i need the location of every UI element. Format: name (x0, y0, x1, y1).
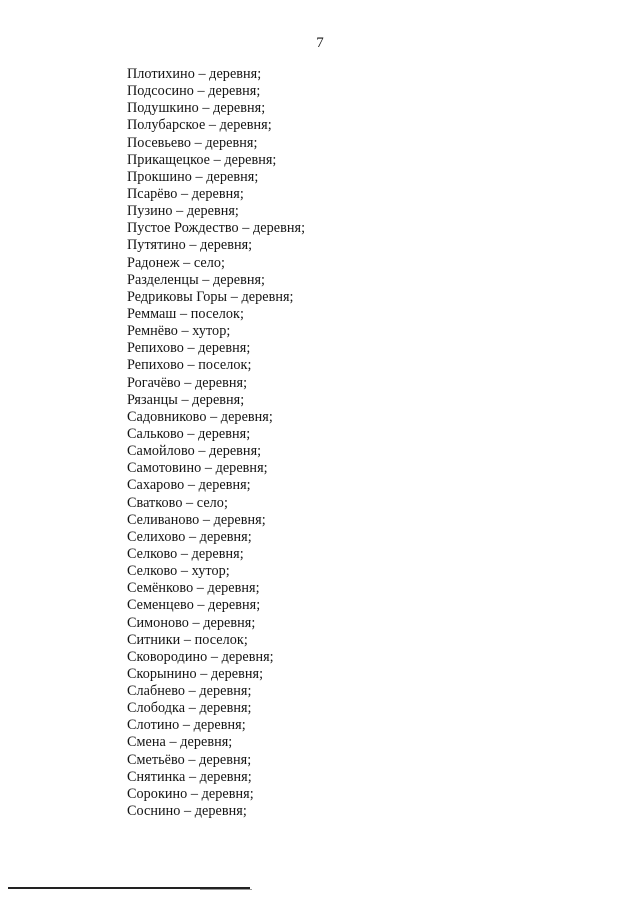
footer-rule-tail (200, 889, 252, 890)
list-item: Рязанцы – деревня; (127, 391, 245, 408)
list-item: Селково – деревня; (127, 545, 244, 562)
list-item: Реммаш – поселок; (127, 305, 244, 322)
list-item: Селихово – деревня; (127, 528, 252, 545)
list-item: Репихово – поселок; (127, 357, 252, 374)
list-item: Селково – хутор; (127, 563, 230, 580)
list-item: Путятино – деревня; (127, 237, 253, 254)
list-item: Соснино – деревня; (127, 803, 247, 820)
list-item: Подсосино – деревня; (127, 83, 261, 100)
list-item: Симоново – деревня; (127, 614, 256, 631)
list-item: Селиваново – деревня; (127, 511, 266, 528)
list-item: Сватково – село; (127, 494, 228, 511)
list-item: Рогачёво – деревня; (127, 374, 248, 391)
list-item: Семенцево – деревня; (127, 597, 261, 614)
list-item: Скорынино – деревня; (127, 665, 264, 682)
list-item: Редриковы Горы – деревня; (127, 288, 294, 305)
list-item: Разделенцы – деревня; (127, 271, 266, 288)
page-number: 7 (316, 35, 324, 51)
list-item: Слотино – деревня; (127, 717, 246, 734)
list-item: Садовниково – деревня; (127, 408, 273, 425)
list-item: Плотихино – деревня; (127, 66, 262, 82)
list-item: Самотовино – деревня; (127, 460, 268, 477)
list-item: Пустое Рождество – деревня; (127, 220, 306, 237)
list-item: Посевьево – деревня; (127, 134, 258, 151)
list-item: Смена – деревня; (127, 734, 233, 751)
list-item: Подушкино – деревня; (127, 100, 266, 117)
list-item: Слабнево – деревня; (127, 683, 252, 700)
list-item: Сорокино – деревня; (127, 785, 254, 802)
list-item: Семёнково – деревня; (127, 580, 260, 597)
list-item: Слободка – деревня; (127, 700, 252, 717)
list-item: Ситники – поселок; (127, 631, 248, 648)
list-item: Репихово – деревня; (127, 340, 251, 357)
settlement-list (127, 66, 305, 820)
list-item: Прикащецкое – деревня; (127, 151, 277, 168)
list-item: Сальково – деревня; (127, 425, 251, 442)
list-item: Пузино – деревня; (127, 203, 239, 220)
list-item: Псарёво – деревня; (127, 185, 244, 202)
list-item: Сковородино – деревня; (127, 648, 274, 665)
list-item: Сметьёво – деревня; (127, 751, 252, 768)
list-item: Прокшино – деревня; (127, 168, 259, 185)
list-item: Самойлово – деревня; (127, 443, 262, 460)
list-item: Ремнёво – хутор; (127, 323, 231, 340)
list-item: Сахарово – деревня; (127, 477, 251, 494)
list-item: Полубарское – деревня; (127, 117, 272, 134)
list-item: Снятинка – деревня; (127, 768, 252, 785)
list-item: Радонеж – село; (127, 254, 226, 271)
